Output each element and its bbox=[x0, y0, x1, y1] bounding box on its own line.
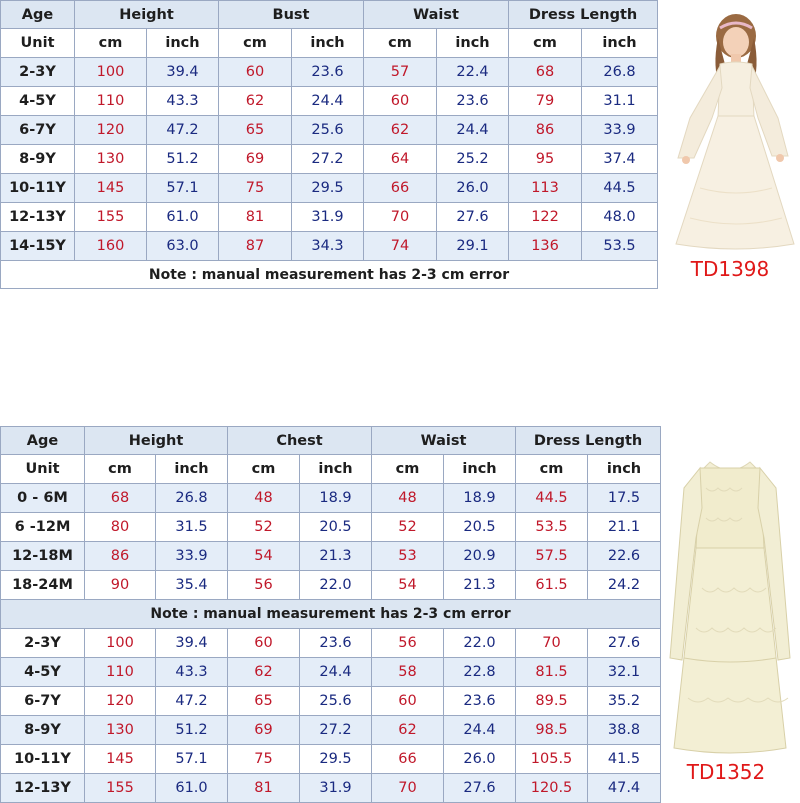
waist-header: Waist bbox=[364, 1, 509, 29]
chest-cm-cell: 75 bbox=[228, 745, 300, 774]
size-chart-td1398 bbox=[0, 0, 658, 289]
chest-cm-cell: 81 bbox=[228, 774, 300, 803]
chest-cm-cell: 65 bbox=[228, 687, 300, 716]
waist-inch-cell: 29.1 bbox=[437, 232, 509, 261]
table-row bbox=[1, 687, 661, 716]
height-cm-cell: 120 bbox=[75, 116, 147, 145]
waist-inch-cell: 20.5 bbox=[444, 513, 516, 542]
height-cm-cell: 68 bbox=[85, 484, 156, 513]
age-cell: 2-3Y bbox=[1, 58, 75, 87]
waist-cm-cell: 60 bbox=[364, 87, 437, 116]
table-row bbox=[1, 116, 658, 145]
waist-cm-cell: 70 bbox=[372, 774, 444, 803]
length-cm-cell: 89.5 bbox=[516, 687, 588, 716]
waist-inch-cell: 21.3 bbox=[444, 571, 516, 600]
chest-inch-cell: 29.5 bbox=[300, 745, 372, 774]
chest-inch-cell: 23.6 bbox=[300, 629, 372, 658]
header-row bbox=[1, 427, 661, 455]
height-cm-cell: 130 bbox=[75, 145, 147, 174]
age-cell: 2-3Y bbox=[1, 629, 85, 658]
table-row bbox=[1, 484, 661, 513]
length-inch-cell: 38.8 bbox=[588, 716, 661, 745]
height-cm-cell: 110 bbox=[75, 87, 147, 116]
bust-inch-cell: 34.3 bbox=[292, 232, 364, 261]
waist-cm-cell: 53 bbox=[372, 542, 444, 571]
chest-cm-cell: 52 bbox=[228, 513, 300, 542]
unit-cm: cm bbox=[509, 29, 582, 58]
height-inch-cell: 47.2 bbox=[147, 116, 219, 145]
unit-inch: inch bbox=[437, 29, 509, 58]
length-inch-cell: 33.9 bbox=[582, 116, 658, 145]
waist-cm-cell: 52 bbox=[372, 513, 444, 542]
age-cell: 4-5Y bbox=[1, 658, 85, 687]
height-header: Height bbox=[85, 427, 228, 455]
bust-inch-cell: 24.4 bbox=[292, 87, 364, 116]
height-inch-cell: 43.3 bbox=[147, 87, 219, 116]
length-inch-cell: 24.2 bbox=[588, 571, 661, 600]
height-inch-cell: 43.3 bbox=[156, 658, 228, 687]
waist-cm-cell: 66 bbox=[372, 745, 444, 774]
waist-cm-cell: 54 bbox=[372, 571, 444, 600]
height-inch-cell: 61.0 bbox=[156, 774, 228, 803]
bust-inch-cell: 25.6 bbox=[292, 116, 364, 145]
length-cm-cell: 120.5 bbox=[516, 774, 588, 803]
table-row bbox=[1, 542, 661, 571]
unit-cm: cm bbox=[372, 455, 444, 484]
length-cm-cell: 122 bbox=[509, 203, 582, 232]
waist-inch-cell: 24.4 bbox=[444, 716, 516, 745]
height-cm-cell: 110 bbox=[85, 658, 156, 687]
waist-inch-cell: 25.2 bbox=[437, 145, 509, 174]
age-cell: 10-11Y bbox=[1, 745, 85, 774]
waist-cm-cell: 58 bbox=[372, 658, 444, 687]
waist-cm-cell: 70 bbox=[364, 203, 437, 232]
table-row bbox=[1, 774, 661, 803]
unit-cm: cm bbox=[364, 29, 437, 58]
length-inch-cell: 22.6 bbox=[588, 542, 661, 571]
table-row bbox=[1, 513, 661, 542]
bust-inch-cell: 29.5 bbox=[292, 174, 364, 203]
bust-cm-cell: 81 bbox=[219, 203, 292, 232]
length-inch-cell: 53.5 bbox=[582, 232, 658, 261]
height-cm-cell: 155 bbox=[85, 774, 156, 803]
height-cm-cell: 86 bbox=[85, 542, 156, 571]
age-cell: 4-5Y bbox=[1, 87, 75, 116]
bust-cm-cell: 87 bbox=[219, 232, 292, 261]
age-cell: 8-9Y bbox=[1, 145, 75, 174]
length-cm-cell: 86 bbox=[509, 116, 582, 145]
unit-cm: cm bbox=[75, 29, 147, 58]
size-chart-td1352 bbox=[0, 426, 661, 803]
length-inch-cell: 35.2 bbox=[588, 687, 661, 716]
age-cell: 10-11Y bbox=[1, 174, 75, 203]
unit-row bbox=[1, 29, 658, 58]
unit-inch: inch bbox=[588, 455, 661, 484]
waist-inch-cell: 27.6 bbox=[444, 774, 516, 803]
length-cm-cell: 44.5 bbox=[516, 484, 588, 513]
height-cm-cell: 130 bbox=[85, 716, 156, 745]
height-header: Height bbox=[75, 1, 219, 29]
bust-cm-cell: 75 bbox=[219, 174, 292, 203]
unit-inch: inch bbox=[582, 29, 658, 58]
header-row bbox=[1, 1, 658, 29]
chest-cm-cell: 54 bbox=[228, 542, 300, 571]
unit-label: Unit bbox=[1, 29, 75, 58]
waist-inch-cell: 27.6 bbox=[437, 203, 509, 232]
chest-cm-cell: 56 bbox=[228, 571, 300, 600]
height-cm-cell: 90 bbox=[85, 571, 156, 600]
height-cm-cell: 145 bbox=[75, 174, 147, 203]
chest-inch-cell: 18.9 bbox=[300, 484, 372, 513]
table-row bbox=[1, 232, 658, 261]
model-label-td1398: TD1398 bbox=[690, 257, 770, 281]
length-inch-cell: 37.4 bbox=[582, 145, 658, 174]
age-cell: 0 - 6M bbox=[1, 484, 85, 513]
length-cm-cell: 61.5 bbox=[516, 571, 588, 600]
height-inch-cell: 35.4 bbox=[156, 571, 228, 600]
height-inch-cell: 31.5 bbox=[156, 513, 228, 542]
note-row bbox=[1, 261, 658, 289]
length-cm-cell: 98.5 bbox=[516, 716, 588, 745]
unit-inch: inch bbox=[300, 455, 372, 484]
age-cell: 6-7Y bbox=[1, 116, 75, 145]
waist-cm-cell: 56 bbox=[372, 629, 444, 658]
length-inch-cell: 32.1 bbox=[588, 658, 661, 687]
waist-cm-cell: 57 bbox=[364, 58, 437, 87]
length-inch-cell: 47.4 bbox=[588, 774, 661, 803]
chest-inch-cell: 24.4 bbox=[300, 658, 372, 687]
length-inch-cell: 17.5 bbox=[588, 484, 661, 513]
chest-cm-cell: 60 bbox=[228, 629, 300, 658]
length-inch-cell: 48.0 bbox=[582, 203, 658, 232]
unit-inch: inch bbox=[147, 29, 219, 58]
length-inch-cell: 27.6 bbox=[588, 629, 661, 658]
waist-inch-cell: 18.9 bbox=[444, 484, 516, 513]
bust-cm-cell: 65 bbox=[219, 116, 292, 145]
chest-cm-cell: 62 bbox=[228, 658, 300, 687]
height-inch-cell: 39.4 bbox=[147, 58, 219, 87]
bust-inch-cell: 27.2 bbox=[292, 145, 364, 174]
age-cell: 12-13Y bbox=[1, 774, 85, 803]
measurement-note: Note : manual measurement has 2-3 cm error bbox=[1, 261, 658, 289]
unit-inch: inch bbox=[444, 455, 516, 484]
length-inch-cell: 44.5 bbox=[582, 174, 658, 203]
length-cm-cell: 53.5 bbox=[516, 513, 588, 542]
age-header: Age bbox=[1, 1, 75, 29]
height-inch-cell: 47.2 bbox=[156, 687, 228, 716]
measurement-note: Note : manual measurement has 2-3 cm error bbox=[1, 600, 661, 629]
age-cell: 6 -12M bbox=[1, 513, 85, 542]
table-row bbox=[1, 571, 661, 600]
chest-cm-cell: 48 bbox=[228, 484, 300, 513]
table-row bbox=[1, 174, 658, 203]
chest-inch-cell: 27.2 bbox=[300, 716, 372, 745]
dress-length-header: Dress Length bbox=[516, 427, 661, 455]
table-row bbox=[1, 658, 661, 687]
length-cm-cell: 95 bbox=[509, 145, 582, 174]
length-cm-cell: 105.5 bbox=[516, 745, 588, 774]
unit-cm: cm bbox=[516, 455, 588, 484]
chest-inch-cell: 22.0 bbox=[300, 571, 372, 600]
age-cell: 18-24M bbox=[1, 571, 85, 600]
chest-inch-cell: 20.5 bbox=[300, 513, 372, 542]
length-inch-cell: 31.1 bbox=[582, 87, 658, 116]
note-row bbox=[1, 600, 661, 629]
waist-inch-cell: 24.4 bbox=[437, 116, 509, 145]
waist-cm-cell: 48 bbox=[372, 484, 444, 513]
model-label-td1352: TD1352 bbox=[686, 760, 766, 784]
age-header: Age bbox=[1, 427, 85, 455]
length-cm-cell: 81.5 bbox=[516, 658, 588, 687]
age-cell: 6-7Y bbox=[1, 687, 85, 716]
unit-row bbox=[1, 455, 661, 484]
length-inch-cell: 26.8 bbox=[582, 58, 658, 87]
age-cell: 12-13Y bbox=[1, 203, 75, 232]
unit-inch: inch bbox=[156, 455, 228, 484]
unit-inch: inch bbox=[292, 29, 364, 58]
waist-inch-cell: 20.9 bbox=[444, 542, 516, 571]
height-inch-cell: 57.1 bbox=[147, 174, 219, 203]
age-cell: 12-18M bbox=[1, 542, 85, 571]
length-cm-cell: 79 bbox=[509, 87, 582, 116]
unit-label: Unit bbox=[1, 455, 85, 484]
height-inch-cell: 39.4 bbox=[156, 629, 228, 658]
table-row bbox=[1, 87, 658, 116]
bust-inch-cell: 31.9 bbox=[292, 203, 364, 232]
height-cm-cell: 145 bbox=[85, 745, 156, 774]
waist-cm-cell: 64 bbox=[364, 145, 437, 174]
height-inch-cell: 63.0 bbox=[147, 232, 219, 261]
age-cell: 8-9Y bbox=[1, 716, 85, 745]
dress-td1352-image bbox=[662, 448, 798, 760]
chest-cm-cell: 69 bbox=[228, 716, 300, 745]
bust-header: Bust bbox=[219, 1, 364, 29]
waist-inch-cell: 22.4 bbox=[437, 58, 509, 87]
height-inch-cell: 26.8 bbox=[156, 484, 228, 513]
length-cm-cell: 136 bbox=[509, 232, 582, 261]
height-cm-cell: 100 bbox=[85, 629, 156, 658]
height-inch-cell: 33.9 bbox=[156, 542, 228, 571]
waist-inch-cell: 26.0 bbox=[444, 745, 516, 774]
length-inch-cell: 41.5 bbox=[588, 745, 661, 774]
height-inch-cell: 57.1 bbox=[156, 745, 228, 774]
waist-inch-cell: 22.0 bbox=[444, 629, 516, 658]
waist-cm-cell: 62 bbox=[364, 116, 437, 145]
bust-inch-cell: 23.6 bbox=[292, 58, 364, 87]
length-cm-cell: 68 bbox=[509, 58, 582, 87]
bust-cm-cell: 60 bbox=[219, 58, 292, 87]
height-cm-cell: 160 bbox=[75, 232, 147, 261]
height-cm-cell: 155 bbox=[75, 203, 147, 232]
height-cm-cell: 80 bbox=[85, 513, 156, 542]
waist-inch-cell: 26.0 bbox=[437, 174, 509, 203]
table-row bbox=[1, 145, 658, 174]
length-cm-cell: 113 bbox=[509, 174, 582, 203]
length-cm-cell: 70 bbox=[516, 629, 588, 658]
table-row bbox=[1, 716, 661, 745]
chest-inch-cell: 31.9 bbox=[300, 774, 372, 803]
waist-cm-cell: 60 bbox=[372, 687, 444, 716]
bust-cm-cell: 62 bbox=[219, 87, 292, 116]
waist-inch-cell: 22.8 bbox=[444, 658, 516, 687]
height-inch-cell: 51.2 bbox=[156, 716, 228, 745]
unit-cm: cm bbox=[228, 455, 300, 484]
dress-length-header: Dress Length bbox=[509, 1, 658, 29]
height-cm-cell: 100 bbox=[75, 58, 147, 87]
unit-cm: cm bbox=[219, 29, 292, 58]
chest-inch-cell: 25.6 bbox=[300, 687, 372, 716]
waist-inch-cell: 23.6 bbox=[437, 87, 509, 116]
waist-cm-cell: 66 bbox=[364, 174, 437, 203]
table-row bbox=[1, 745, 661, 774]
chest-header: Chest bbox=[228, 427, 372, 455]
waist-header: Waist bbox=[372, 427, 516, 455]
table-row bbox=[1, 629, 661, 658]
table-row bbox=[1, 58, 658, 87]
height-inch-cell: 61.0 bbox=[147, 203, 219, 232]
waist-cm-cell: 74 bbox=[364, 232, 437, 261]
waist-cm-cell: 62 bbox=[372, 716, 444, 745]
height-cm-cell: 120 bbox=[85, 687, 156, 716]
age-cell: 14-15Y bbox=[1, 232, 75, 261]
unit-cm: cm bbox=[85, 455, 156, 484]
table-row bbox=[1, 203, 658, 232]
waist-inch-cell: 23.6 bbox=[444, 687, 516, 716]
length-inch-cell: 21.1 bbox=[588, 513, 661, 542]
dress-td1398-image bbox=[660, 8, 800, 258]
length-cm-cell: 57.5 bbox=[516, 542, 588, 571]
height-inch-cell: 51.2 bbox=[147, 145, 219, 174]
bust-cm-cell: 69 bbox=[219, 145, 292, 174]
chest-inch-cell: 21.3 bbox=[300, 542, 372, 571]
